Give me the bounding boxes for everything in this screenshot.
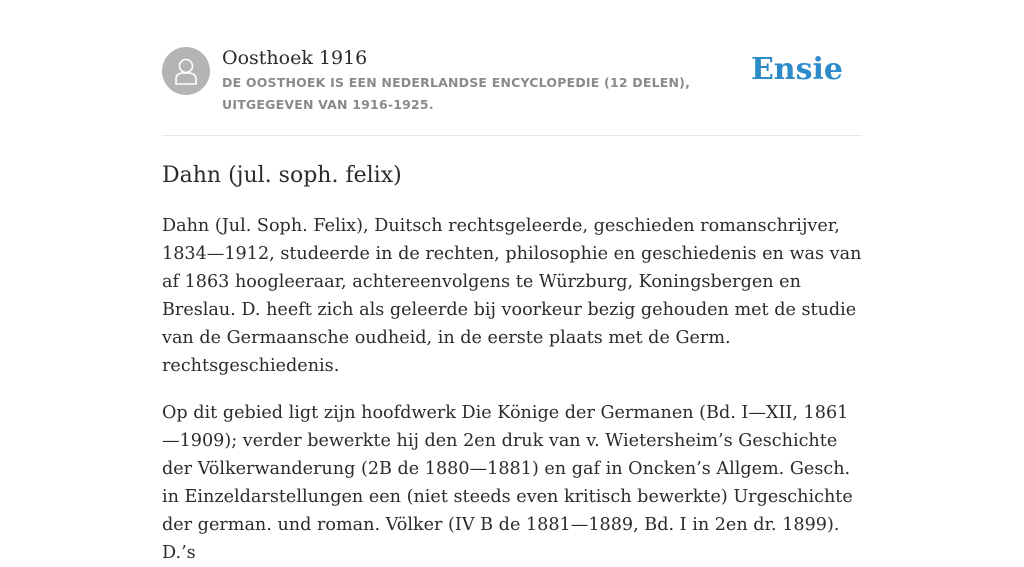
source-title[interactable]: Oosthoek 1916	[222, 47, 368, 69]
article-title: Dahn (jul. soph. felix)	[162, 163, 402, 188]
page-container	[162, 44, 862, 567]
ensie-logo[interactable]: Ensie	[750, 52, 843, 87]
user-icon	[172, 56, 200, 86]
source-info	[222, 44, 762, 116]
source-description: DE OOSTHOEK IS EEN NEDERLANDSE ENCYCLOPEDIE (12 DELEN), UITGEGEVEN VAN 1916-1925.	[222, 75, 691, 112]
source-avatar[interactable]	[162, 47, 210, 95]
article-paragraph: Dahn (Jul. Soph. Felix), Duitsch rechtsgeleerde, geschieden romanschrijver, 1834—1912, studeerde in de rechten, philosophie en geschiedenis en was van af 1863 hoogleeraar, achtereenvolgens te Würzburg, Koningsbergen en Breslau. D. heeft zich als geleerde bij voorkeur bezig gehouden met de studie van de Germaansche oudheid, in de eerste plaats met de Germ. rechtsgeschiedenis.	[162, 216, 862, 376]
article-paragraph: Op dit gebied ligt zijn hoofdwerk Die Könige der Germanen (Bd. I—XII, 1861 —1909); verder bewerkte hij den 2en druk van v. Wietersheim’s Geschichte der Völkerwanderung (2B de 1880—1881) en gaf in Oncken’s Allgem. Gesch. in Einzeldarstellungen een (niet steeds even kritisch bewerkte) Urgeschichte der german. und roman. Völker (IV B de 1881—1889, Bd. I in 2en dr. 1899). D.’s	[162, 403, 853, 563]
source-header	[162, 44, 862, 136]
